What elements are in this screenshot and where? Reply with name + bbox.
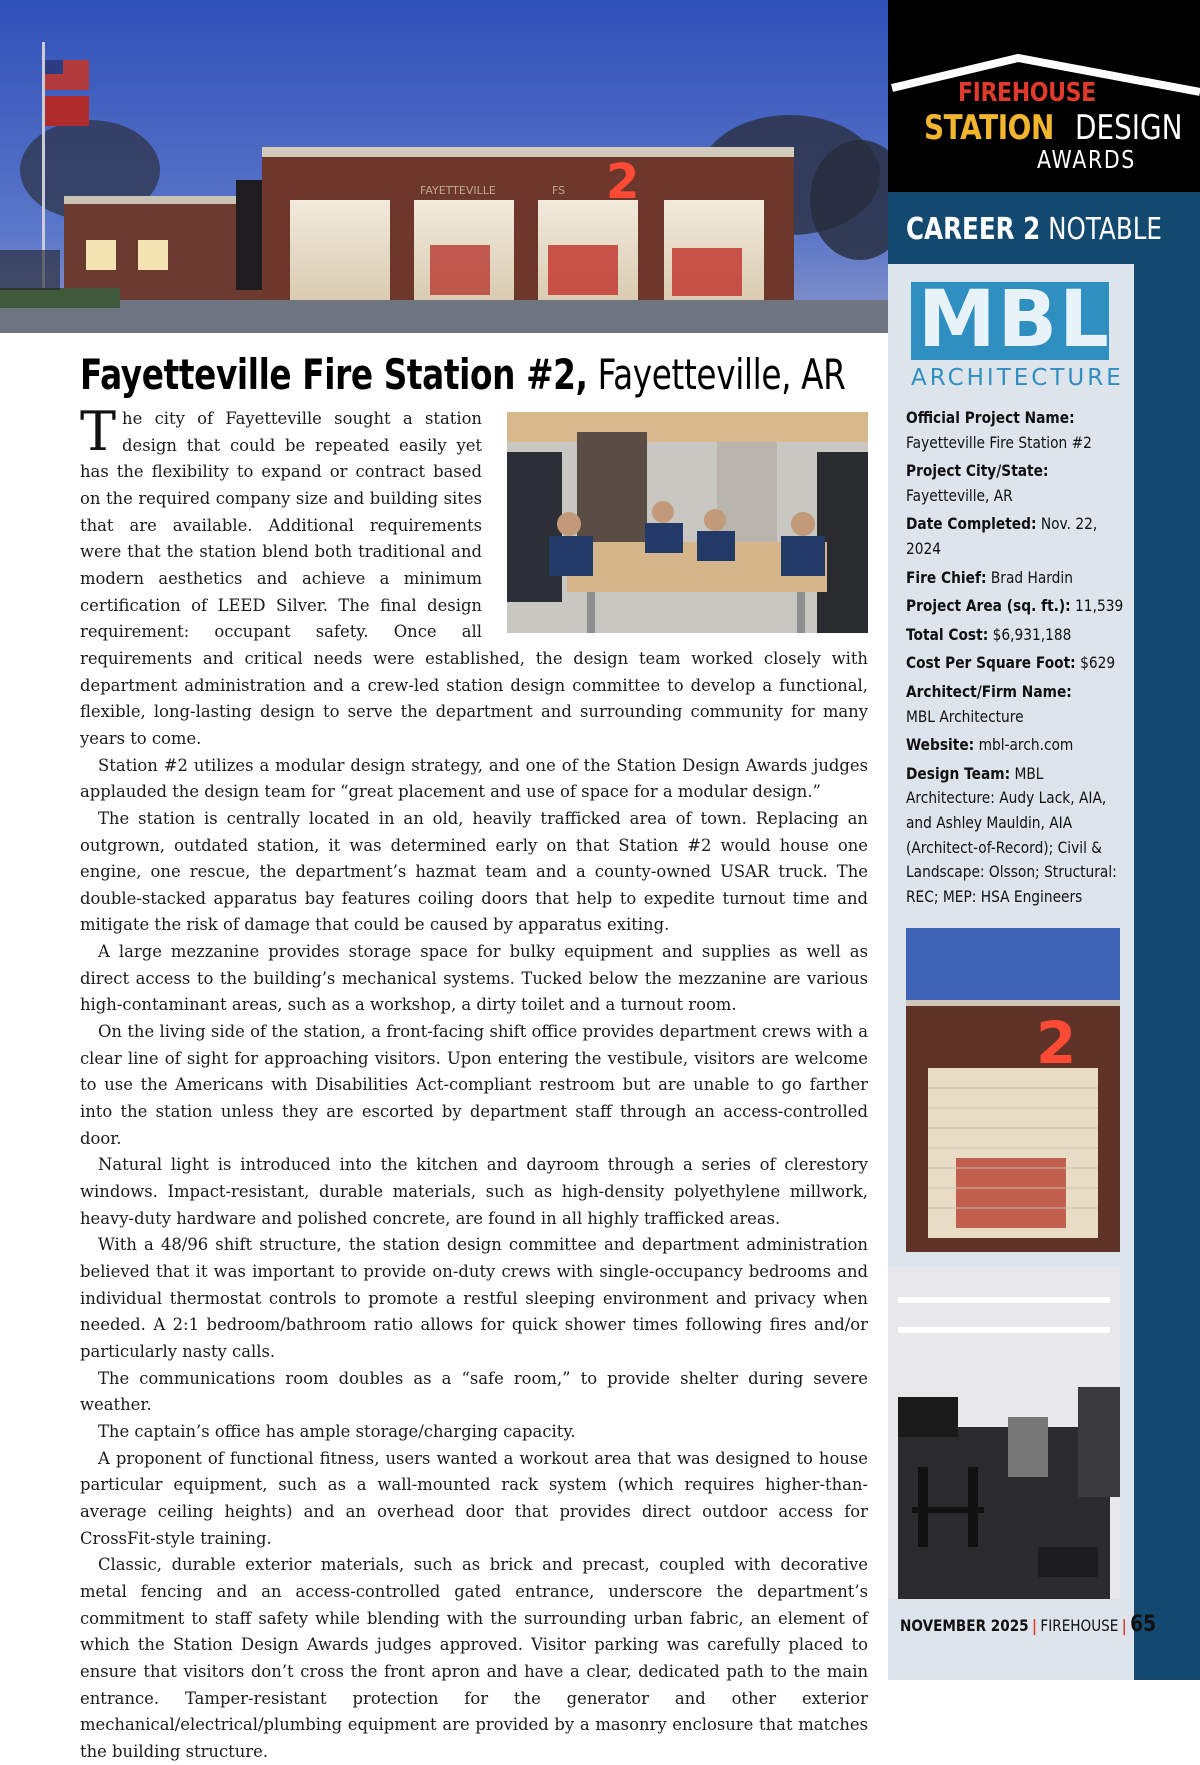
footer-magazine: FIREHOUSE bbox=[1040, 1616, 1119, 1635]
fact-item bbox=[906, 733, 1126, 758]
firm-logo-text: MBL bbox=[918, 275, 1111, 365]
kitchen-illustration bbox=[507, 412, 868, 633]
fact-label: Project City/State: bbox=[906, 461, 1049, 481]
fact-item bbox=[906, 459, 1126, 508]
headline-bold: Fayetteville Fire Station #2, bbox=[80, 350, 588, 399]
page-footer bbox=[900, 1612, 1156, 1637]
fact-value: $629 bbox=[1080, 653, 1116, 673]
bay-door-illustration bbox=[906, 928, 1120, 1252]
badge-station: STATION bbox=[924, 108, 1054, 148]
article-body bbox=[80, 400, 868, 1765]
drop-cap: T bbox=[80, 400, 117, 463]
badge-firehouse: FIREHOUSE bbox=[958, 78, 1096, 108]
side-bay-number: 2 bbox=[1036, 1009, 1077, 1077]
fact-value: mbl-arch.com bbox=[978, 735, 1074, 755]
fact-item bbox=[906, 680, 1126, 729]
hero-photo-fire-station bbox=[0, 0, 888, 333]
fact-label: Total Cost: bbox=[906, 624, 989, 644]
fact-value: MBL Architecture: Audy Lack, AIA, and Ashley Mauldin, AIA (Architect-of-Record); Civil & Landscape: Olsson; Structural: REC; MEP: HSA Engineers bbox=[906, 763, 1117, 906]
article-paragraph bbox=[80, 400, 868, 753]
footer-separator: | bbox=[1032, 1616, 1038, 1635]
fact-value: Fayetteville Fire Station #2 bbox=[906, 432, 1092, 452]
article-paragraph: The captain’s office has ample storage/charging capacity. bbox=[98, 1421, 576, 1441]
fact-value: 11,539 bbox=[1075, 596, 1124, 616]
photo-kitchen-crew bbox=[507, 412, 868, 633]
fact-item bbox=[906, 512, 1126, 561]
fact-item bbox=[906, 594, 1126, 619]
badge-design: DESIGN bbox=[1075, 108, 1183, 148]
footer-issue: NOVEMBER 2025 bbox=[900, 1616, 1029, 1635]
fact-item bbox=[906, 406, 1126, 455]
article-paragraph: A proponent of functional fitness, users wanted a workout area that was designed to house particular equipment, such as a wall-mounted rack system (which requires higher-than-average ceiling heights) and an overhead door that provides direct outdoor access for CrossFit-style training. bbox=[80, 1448, 868, 1548]
fact-item bbox=[906, 762, 1126, 910]
hero-sign-fs: FS bbox=[552, 184, 566, 197]
firm-logo-subtext: ARCHITECTURE bbox=[911, 365, 1124, 391]
article-paragraph: On the living side of the station, a front-facing shift office provides department crews with a clear line of sight for approaching visitors. Upon entering the vestibule, visitors are welcome to use the Americans with Disabilities Act-compliant restroom but are unable to go farther into the station unless they are escorted by department staff through an access-controlled door. bbox=[80, 1022, 868, 1148]
hero-sign-fayetteville: FAYETTEVILLE bbox=[420, 184, 496, 197]
article-paragraph: The station is centrally located in an old, heavily trafficked area of town. Replacing an outgrown, outdated station, it was determined early on that Station #2 would house one engine, one rescue, the department’s hazmat team and a county-owned USAR truck. The double-stacked apparatus bay features coiling doors that help to expedite turnout time and mitigate the risk of damage that could be caused by apparatus exiting. bbox=[80, 808, 868, 935]
page-number: 65 bbox=[1130, 1612, 1157, 1637]
fact-value: MBL Architecture bbox=[906, 706, 1024, 726]
award-category bbox=[906, 212, 1162, 247]
article-headline bbox=[80, 350, 846, 399]
fact-value: $6,931,188 bbox=[992, 624, 1072, 644]
paragraph-text: he city of Fayetteville sought a station design that could be repeated easily yet has the flexibility to expand or contract based on the required company size and building sites that are available. Additional requirements were that the station blend both traditional and modern aesthetics and achieve a minimum certification of LEED Silver. The final design requirement: occupant safety. Once all requirements and critical needs were established, the design team worked closely with department administration and a crew-led station design committee to develop a functional, flexible, long-lasting design to serve the department and surrounding community for many years to come. bbox=[80, 409, 868, 748]
footer-separator: | bbox=[1121, 1616, 1127, 1635]
fact-value: Nov. 22, 2024 bbox=[906, 514, 1098, 558]
hero-bay-number: 2 bbox=[606, 154, 640, 210]
photo-workout-room bbox=[888, 1267, 1120, 1599]
hero-photo-illustration bbox=[0, 0, 888, 333]
article-paragraph: The communications room doubles as a “safe room,” to provide shelter during severe weather. bbox=[80, 1368, 868, 1415]
article-paragraph: Station #2 utilizes a modular design strategy, and one of the Station Design Awards judges applauded the design team for “great placement and use of space for a modular design.” bbox=[80, 755, 868, 802]
gym-illustration bbox=[888, 1267, 1120, 1599]
fact-label: Project Area (sq. ft.): bbox=[906, 596, 1071, 616]
fact-label: Date Completed: bbox=[906, 514, 1037, 534]
category-bold: CAREER 2 bbox=[906, 212, 1041, 247]
fact-label: Architect/Firm Name: bbox=[906, 681, 1072, 701]
fact-item bbox=[906, 623, 1126, 648]
fact-label: Website: bbox=[906, 735, 975, 755]
article-paragraph: A large mezzanine provides storage space for bulky equipment and supplies as well as direct access to the building’s mechanical systems. Tucked below the mezzanine are various high-contaminant areas, such as a workshop, a dirty toilet and a turnout room. bbox=[80, 942, 868, 1015]
article-paragraph: Natural light is introduced into the kitchen and dayroom through a series of clerestory windows. Impact-resistant, durable materials, such as high-density polyethylene millwork, heavy-duty hardware and polished concrete, are found in all highly trafficked areas. bbox=[80, 1155, 868, 1228]
fact-item bbox=[906, 651, 1126, 676]
article-paragraph: With a 48/96 shift structure, the station design committee and department administration believed that it was important to provide on-duty crews with single-occupancy bedrooms and individual thermostat controls to promote a restful sleeping environment and privacy when needed. A 2:1 bedroom/bathroom ratio allows for quick shower times following fires and/or particularly nasty calls. bbox=[80, 1235, 868, 1361]
article-paragraph: Classic, durable exterior materials, such as brick and precast, coupled with decorative metal fencing and an access-controlled gated entrance, underscore the department’s commitment to staff safety while blending with the surrounding urban fabric, an element of which the Station Design Awards judges approved. Visitor parking was carefully placed to ensure that visitors don’t cross the front apron and have a clear, dedicated path to the main entrance. Tamper-resistant protection for the generator and other exterior mechanical/electrical/plumbing equipment are provided by a masonry enclosure that matches the building structure. bbox=[80, 1555, 868, 1761]
category-rest: NOTABLE bbox=[1048, 212, 1162, 247]
fact-label: Cost Per Square Foot: bbox=[906, 653, 1076, 673]
fact-item bbox=[906, 566, 1126, 591]
project-facts-list bbox=[906, 406, 1126, 913]
fact-label: Design Team: bbox=[906, 763, 1011, 783]
fact-label: Official Project Name: bbox=[906, 408, 1075, 427]
fact-value: Fayetteville, AR bbox=[906, 485, 1013, 505]
headline-location: Fayetteville, AR bbox=[597, 350, 846, 399]
photo-bay-door bbox=[906, 928, 1120, 1252]
fact-value: Brad Hardin bbox=[990, 567, 1073, 587]
badge-awards: AWARDS bbox=[1037, 145, 1136, 174]
fact-label: Fire Chief: bbox=[906, 567, 987, 587]
